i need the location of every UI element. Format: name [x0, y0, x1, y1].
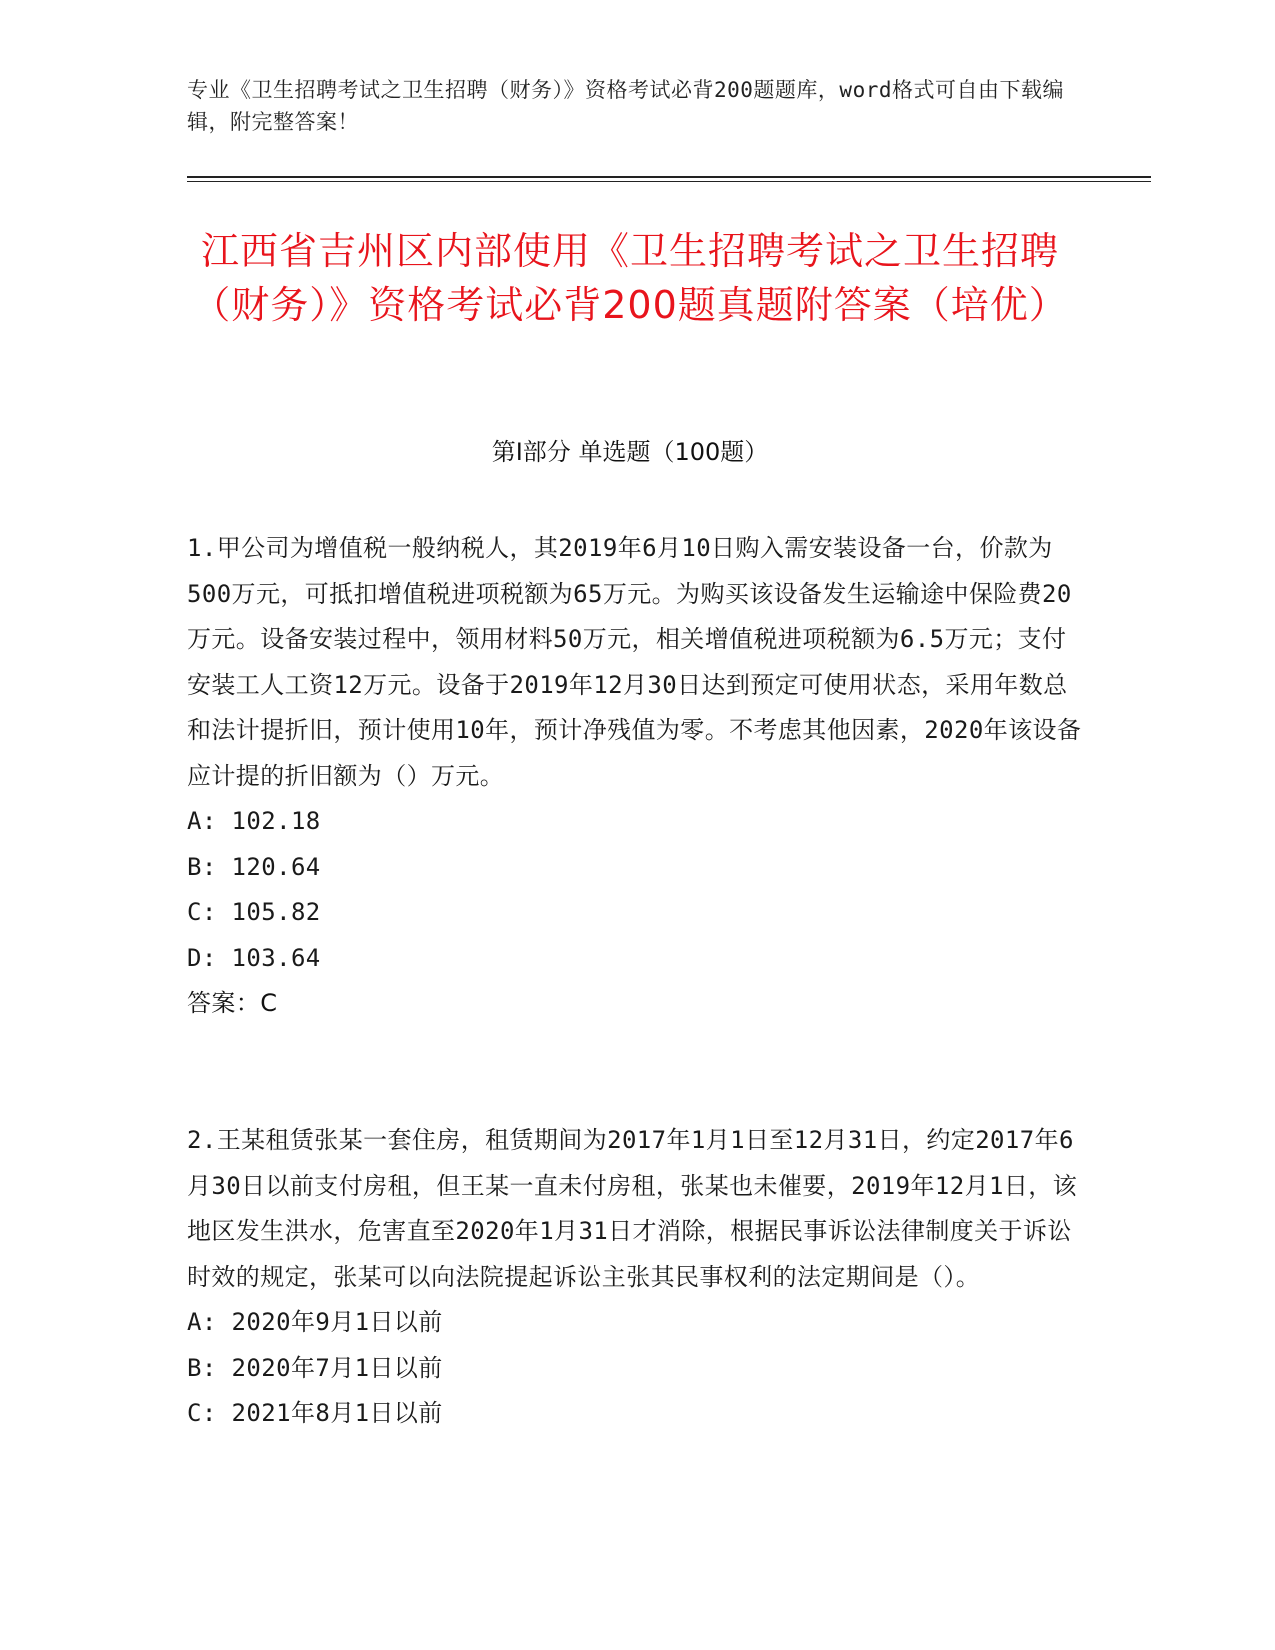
section-title: 第I部分 单选题（100题）: [491, 438, 769, 466]
option-c: C: 105.82: [187, 898, 321, 926]
header-note: 专业《卫生招聘考试之卫生招聘（财务）》资格考试必背200题题库，word格式可自由下载编辑，附完整答案！: [187, 78, 1064, 134]
document-title: 江西省吉州区内部使用《卫生招聘考试之卫生招聘（财务）》资格考试必背200题真题附答案（培优）: [192, 229, 1068, 327]
option-c: C: 2021年8月1日以前: [187, 1399, 443, 1427]
question-1: [187, 526, 1082, 1027]
option-a: A: 2020年9月1日以前: [187, 1308, 443, 1336]
option-a: A: 102.18: [187, 807, 321, 835]
question-stem: 1.甲公司为增值税一般纳税人，其2019年6月10日购入需安装设备一台，价款为500万元，可抵扣增值税进项税额为65万元。为购买该设备发生运输途中保险费20万元。设备安装过程中，领用材料50万元，相关增值税进项税额为6.5万元；支付安装工人工资12万元。设备于2019年12月30日达到预定可使用状态，采用年数总和法计提折旧，预计使用10年，预计净残值为零。不考虑其他因素，2020年该设备应计提的折旧额为（）万元。: [187, 534, 1082, 790]
option-d: D: 103.64: [187, 943, 321, 972]
header-divider-thin: [187, 181, 1151, 182]
answer: 答案：C: [187, 989, 278, 1017]
option-b: B: 2020年7月1日以前: [187, 1353, 443, 1382]
option-b: B: 120.64: [187, 852, 321, 881]
question-stem: 2.王某租赁张某一套住房，租赁期间为2017年1月1日至12月31日，约定2017年6月30日以前支付房租，但王某一直未付房租，张某也未催要，2019年12月1日，该地区发生洪水，危害直至2020年1月31日才消除，根据民事诉讼法律制度关于诉讼时效的规定，张某可以向法院提起诉讼主张其民事权利的法定期间是（）。: [187, 1126, 1078, 1291]
question-2: [187, 1118, 1082, 1437]
header-divider-thick: [187, 176, 1151, 178]
